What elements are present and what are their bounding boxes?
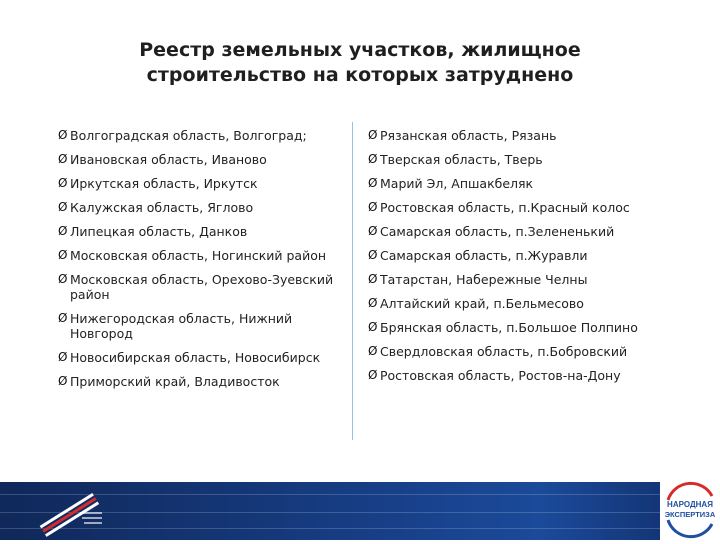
arrow-bullet-icon: Ø: [58, 311, 68, 325]
arrow-bullet-icon: Ø: [58, 224, 68, 238]
list-item-text: Нижегородская область, Нижний Новгород: [70, 311, 293, 341]
list-item: [368, 296, 668, 311]
arrow-bullet-icon: Ø: [368, 344, 378, 358]
list-item-text: Волгоградская область, Волгоград;: [70, 128, 307, 143]
title-line-2: строительство на которых затруднено: [146, 64, 574, 86]
expertise-badge: [660, 476, 720, 540]
arrow-bullet-icon: Ø: [368, 368, 378, 382]
list-item-text: Татарстан, Набережные Челны: [380, 272, 588, 287]
list-item: [368, 152, 668, 167]
arrow-bullet-icon: Ø: [58, 200, 68, 214]
expertise-logo-icon: [660, 476, 720, 540]
list-item: [368, 272, 668, 287]
arrow-bullet-icon: Ø: [58, 350, 68, 364]
list-item-text: Самарская область, п.Зелененький: [380, 224, 615, 239]
arrow-bullet-icon: Ø: [58, 374, 68, 388]
list-item: [58, 374, 348, 389]
list-item-text: Тверская область, Тверь: [380, 152, 543, 167]
footer-bar: [0, 482, 720, 540]
list-item-text: Московская область, Ногинский район: [70, 248, 327, 263]
list-item: [58, 128, 348, 143]
arrow-bullet-icon: Ø: [58, 248, 68, 262]
list-item-text: Липецкая область, Данков: [70, 224, 248, 239]
list-item-text: Ростовская область, п.Красный колос: [380, 200, 630, 215]
arrow-bullet-icon: Ø: [368, 152, 378, 166]
list-item: [368, 176, 668, 191]
list-item-text: Московская область, Орехово-Зуевский район: [70, 272, 334, 302]
arrow-bullet-icon: Ø: [368, 128, 378, 142]
list-item-text: Свердловская область, п.Бобровский: [380, 344, 628, 359]
list-item-text: Калужская область, Яглово: [70, 200, 254, 215]
badge-text-2: ЭКСПЕРТИЗА: [664, 510, 716, 519]
arrow-bullet-icon: Ø: [368, 224, 378, 238]
list-item-text: Марий Эл, Апшакбеляк: [380, 176, 534, 191]
arrow-bullet-icon: Ø: [58, 272, 68, 286]
list-item: [58, 224, 348, 239]
list-item-text: Ростовская область, Ростов-на-Дону: [380, 368, 621, 383]
list-item-text: Приморский край, Владивосток: [70, 374, 280, 389]
arrow-bullet-icon: Ø: [368, 296, 378, 310]
arrow-bullet-icon: Ø: [368, 176, 378, 190]
list-item: [368, 320, 668, 335]
right-list: [368, 128, 668, 392]
arrow-bullet-icon: Ø: [58, 152, 68, 166]
arrow-bullet-icon: Ø: [368, 248, 378, 262]
badge-text-1: НАРОДНАЯ: [667, 500, 713, 509]
page-title: [90, 38, 630, 88]
list-item: [368, 128, 668, 143]
list-item: [58, 152, 348, 167]
list-item-text: Самарская область, п.Журавли: [380, 248, 588, 263]
list-item: [368, 344, 668, 359]
list-item: [58, 350, 348, 365]
list-item: [58, 311, 348, 341]
list-item-text: Ивановская область, Иваново: [70, 152, 267, 167]
list-item-text: Алтайский край, п.Бельмесово: [380, 296, 584, 311]
arrow-bullet-icon: Ø: [58, 128, 68, 142]
left-list: [58, 128, 348, 398]
arrow-bullet-icon: Ø: [368, 200, 378, 214]
list-item: [368, 200, 668, 215]
title-line-1: Реестр земельных участков, жилищное: [139, 39, 581, 61]
list-item: [58, 272, 348, 302]
list-item-text: Иркутская область, Иркутск: [70, 176, 258, 191]
arrow-bullet-icon: Ø: [368, 320, 378, 334]
onf-logo-icon: [30, 482, 110, 540]
list-item-text: Новосибирская область, Новосибирск: [70, 350, 321, 365]
list-item: [58, 200, 348, 215]
list-item: [368, 248, 668, 263]
list-item: [368, 368, 668, 383]
arrow-bullet-icon: Ø: [368, 272, 378, 286]
column-divider: [352, 122, 353, 440]
arrow-bullet-icon: Ø: [58, 176, 68, 190]
list-item: [58, 176, 348, 191]
list-item: [58, 248, 348, 263]
list-item: [368, 224, 668, 239]
list-item-text: Рязанская область, Рязань: [380, 128, 557, 143]
list-item-text: Брянская область, п.Большое Полпино: [380, 320, 638, 335]
